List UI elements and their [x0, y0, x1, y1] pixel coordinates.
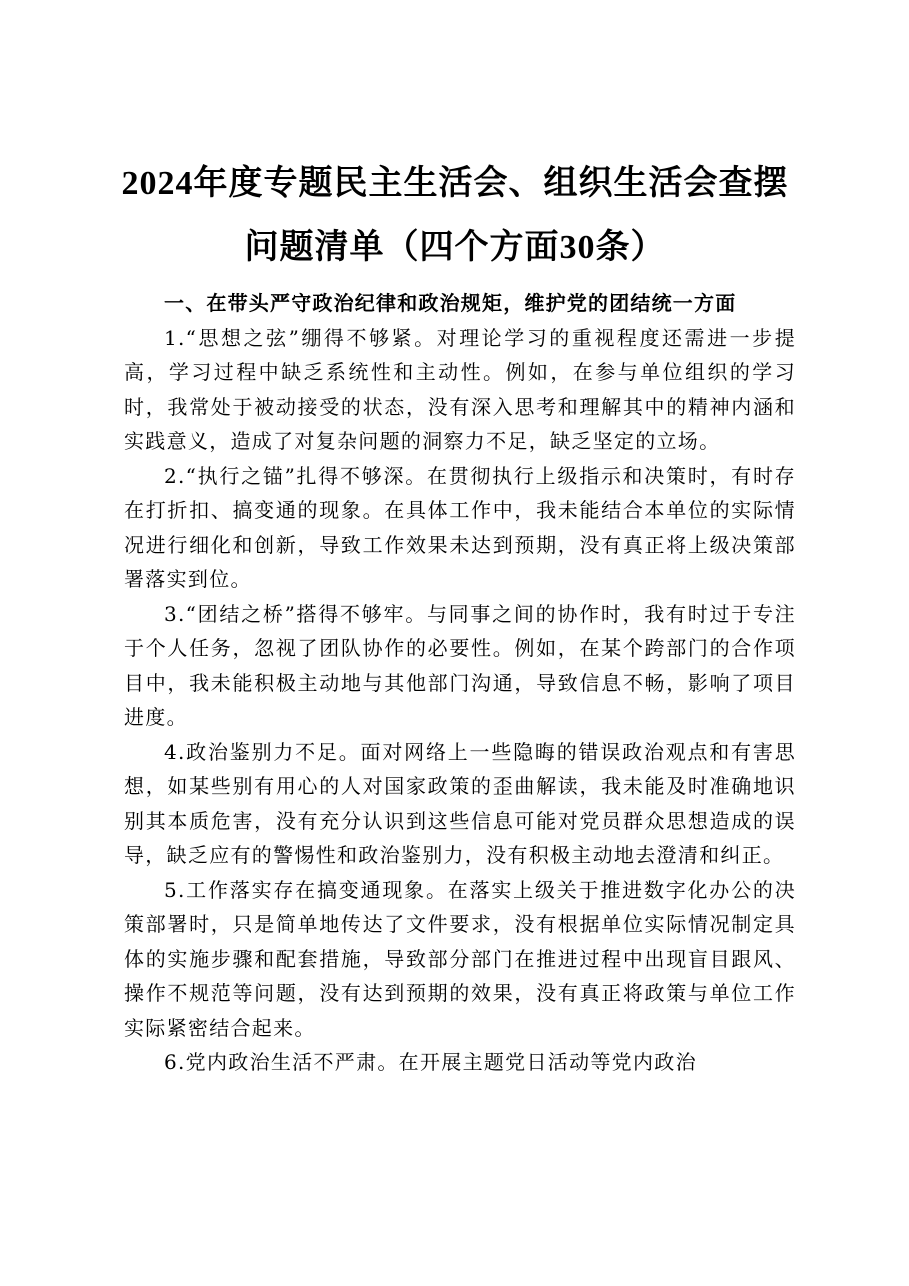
section-heading: 一、在带头严守政治纪律和政治规矩，维护党的团结统一方面 [164, 291, 737, 315]
document-body [124, 286, 796, 1080]
problem-item-5: 5.工作落实存在搞变通现象。在落实上级关于推进数字化办公的决策部署时，只是简单地传达了文件要求，没有根据单位实际情况制定具体的实施步骤和配套措施，导致部分部门在推进过程中出现盲目跟风、操作不规范等问题，没有达到预期的效果，没有真正将政策与单位工作实际紧密结合起来。 [124, 877, 796, 1040]
document-title-line-1: 2024年度专题民主生活会、组织生活会查摆 [121, 165, 789, 202]
problem-item-3: 3.“团结之桥”搭得不够牢。与同事之间的协作时，我有时过于专注于个人任务，忽视了团队协作的必要性。例如，在某个跨部门的合作项目中，我未能积极主动地与其他部门沟通，导致信息不畅，影响了项目进度。 [124, 601, 796, 729]
problem-item-6: 6.党内政治生活不严肃。在开展主题党日活动等党内政治 [164, 1050, 697, 1074]
problem-item-4: 4.政治鉴别力不足。面对网络上一些隐晦的错误政治观点和有害思想，如某些别有用心的人对国家政策的歪曲解读，我未能及时准确地识别其本质危害，没有充分认识到这些信息可能对党员群众思想造成的误导，缺乏应有的警惕性和政治鉴别力，没有积极主动地去澄清和纠正。 [124, 739, 796, 867]
document-title-line-2: 问题清单（四个方面30条） [244, 229, 666, 266]
problem-item-2: 2.“执行之锚”扎得不够深。在贯彻执行上级指示和决策时，有时存在打折扣、搞变通的现象。在具体工作中，我未能结合本单位的实际情况进行细化和创新，导致工作效果未达到预期，没有真正将上级决策部署落实到位。 [124, 463, 796, 591]
problem-item-1: 1.“思想之弦”绷得不够紧。对理论学习的重视程度还需进一步提高，学习过程中缺乏系统性和主动性。例如，在参与单位组织的学习时，我常处于被动接受的状态，没有深入思考和理解其中的精神内涵和实践意义，造成了对复杂问题的洞察力不足，缺乏坚定的立场。 [124, 325, 796, 453]
